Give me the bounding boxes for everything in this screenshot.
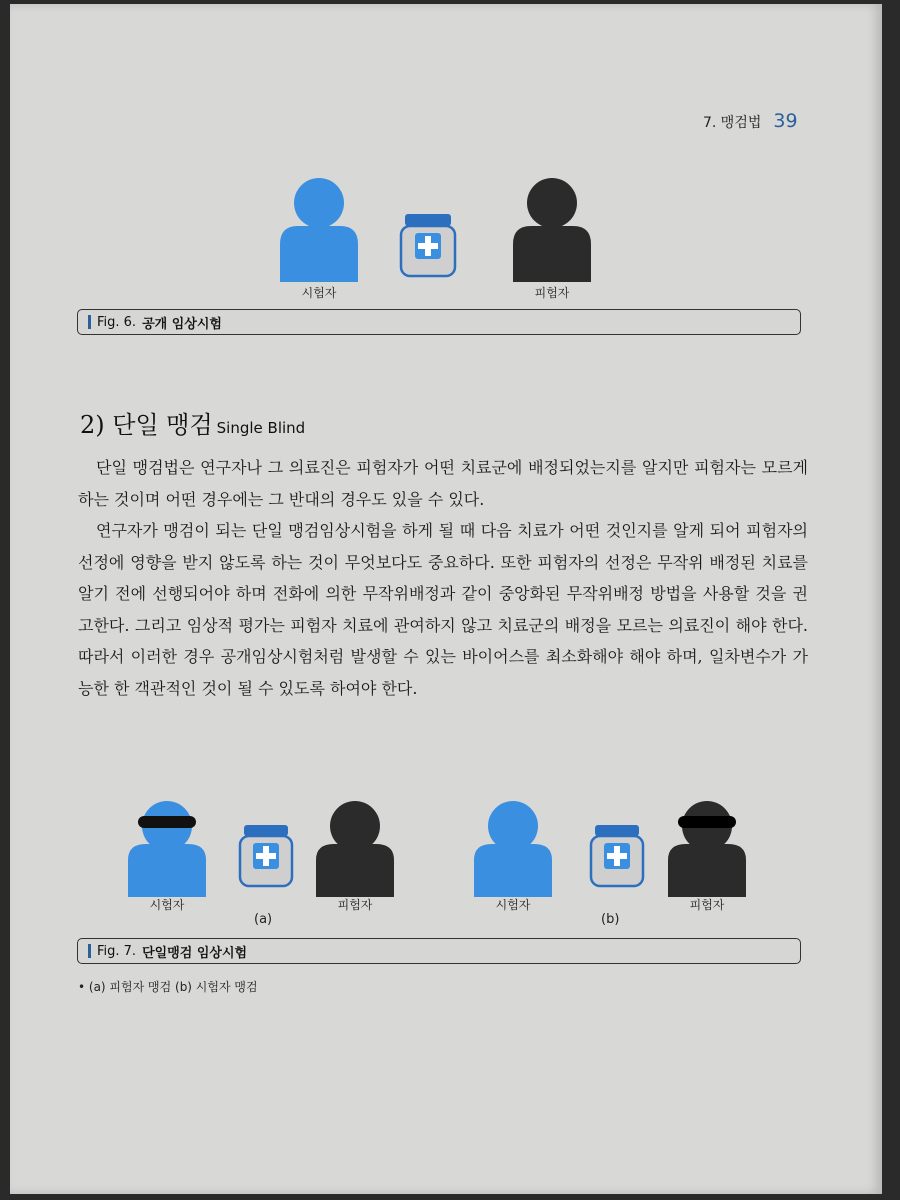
paragraph: 연구자가 맹검이 되는 단일 맹검임상시험을 하게 될 때 다음 치료가 어떤 것인지를 알게 되어 피험자의 선정에 영향을 받지 않도록 하는 것이 무엇보다도 중요하다. 또한 피험자의 선정은 무작위 배정된 치료를 알기 전에 선행되어야 하며 전화에 의한 무작위배정과 같이 중앙화된 무작위배정 방법을 사용할 것을 권고한다. 그리고 임상적 평가는 피험자 치료에 관여하지 않고 치료군의 배정을 모르는 의료진이 해야 한다. 따라서 이러한 경우 공개임상시험처럼 발생할 수 있는 바이어스를 최소화해야 해야 하며, 일차변수가 가능한 한 객관적인 것이 될 수 있도록 하여야 한다.	[78, 521, 808, 698]
patient-person-icon	[316, 801, 394, 897]
medicine-bottle-icon	[591, 825, 643, 886]
fig6-caption-number: Fig. 6.	[97, 314, 137, 330]
medicine-bottle-icon	[240, 825, 292, 886]
fig7-caption-title: 단일맹검 임상시험	[142, 945, 248, 961]
blindfolded-patient-icon	[668, 801, 746, 897]
fig6-patient-label: 피험자	[534, 286, 570, 300]
fig7-sub-a: (a)	[254, 912, 273, 927]
fig6-subject-label: 시험자	[301, 286, 337, 300]
fig7-subject-label-b: 시험자	[495, 898, 531, 912]
fig7-caption-number: Fig. 7.	[97, 943, 137, 959]
section-heading-text: 2) 단일 맹검	[80, 411, 213, 439]
fig7-note: • (a) 피험자 맹검 (b) 시험자 맹검	[78, 980, 258, 994]
fig7-sub-b: (b)	[601, 912, 620, 927]
fig7-caption	[77, 938, 801, 964]
fig7-subject-label-a: 시험자	[149, 898, 185, 912]
caption-bar	[88, 944, 91, 958]
fig7-patient-label-a: 피험자	[337, 898, 373, 912]
section-heading-en: Single Blind	[216, 419, 306, 437]
fig7-patient-label-b: 피험자	[689, 898, 725, 912]
subject-person-icon	[474, 801, 552, 897]
page-number: 39	[773, 110, 798, 132]
fig6-caption-title: 공개 임상시험	[142, 316, 222, 332]
book-page	[10, 4, 882, 1194]
paragraph: 단일 맹검법은 연구자나 그 의료진은 피험자가 어떤 치료군에 배정되었는지를 알지만 피험자는 모르게 하는 것이며 어떤 경우에는 그 반대의 경우도 있을 수 있다.	[78, 458, 808, 509]
blindfolded-subject-icon	[128, 801, 206, 897]
chapter-title: 7. 맹검법	[703, 115, 762, 131]
fig7-illustration	[10, 4, 882, 944]
